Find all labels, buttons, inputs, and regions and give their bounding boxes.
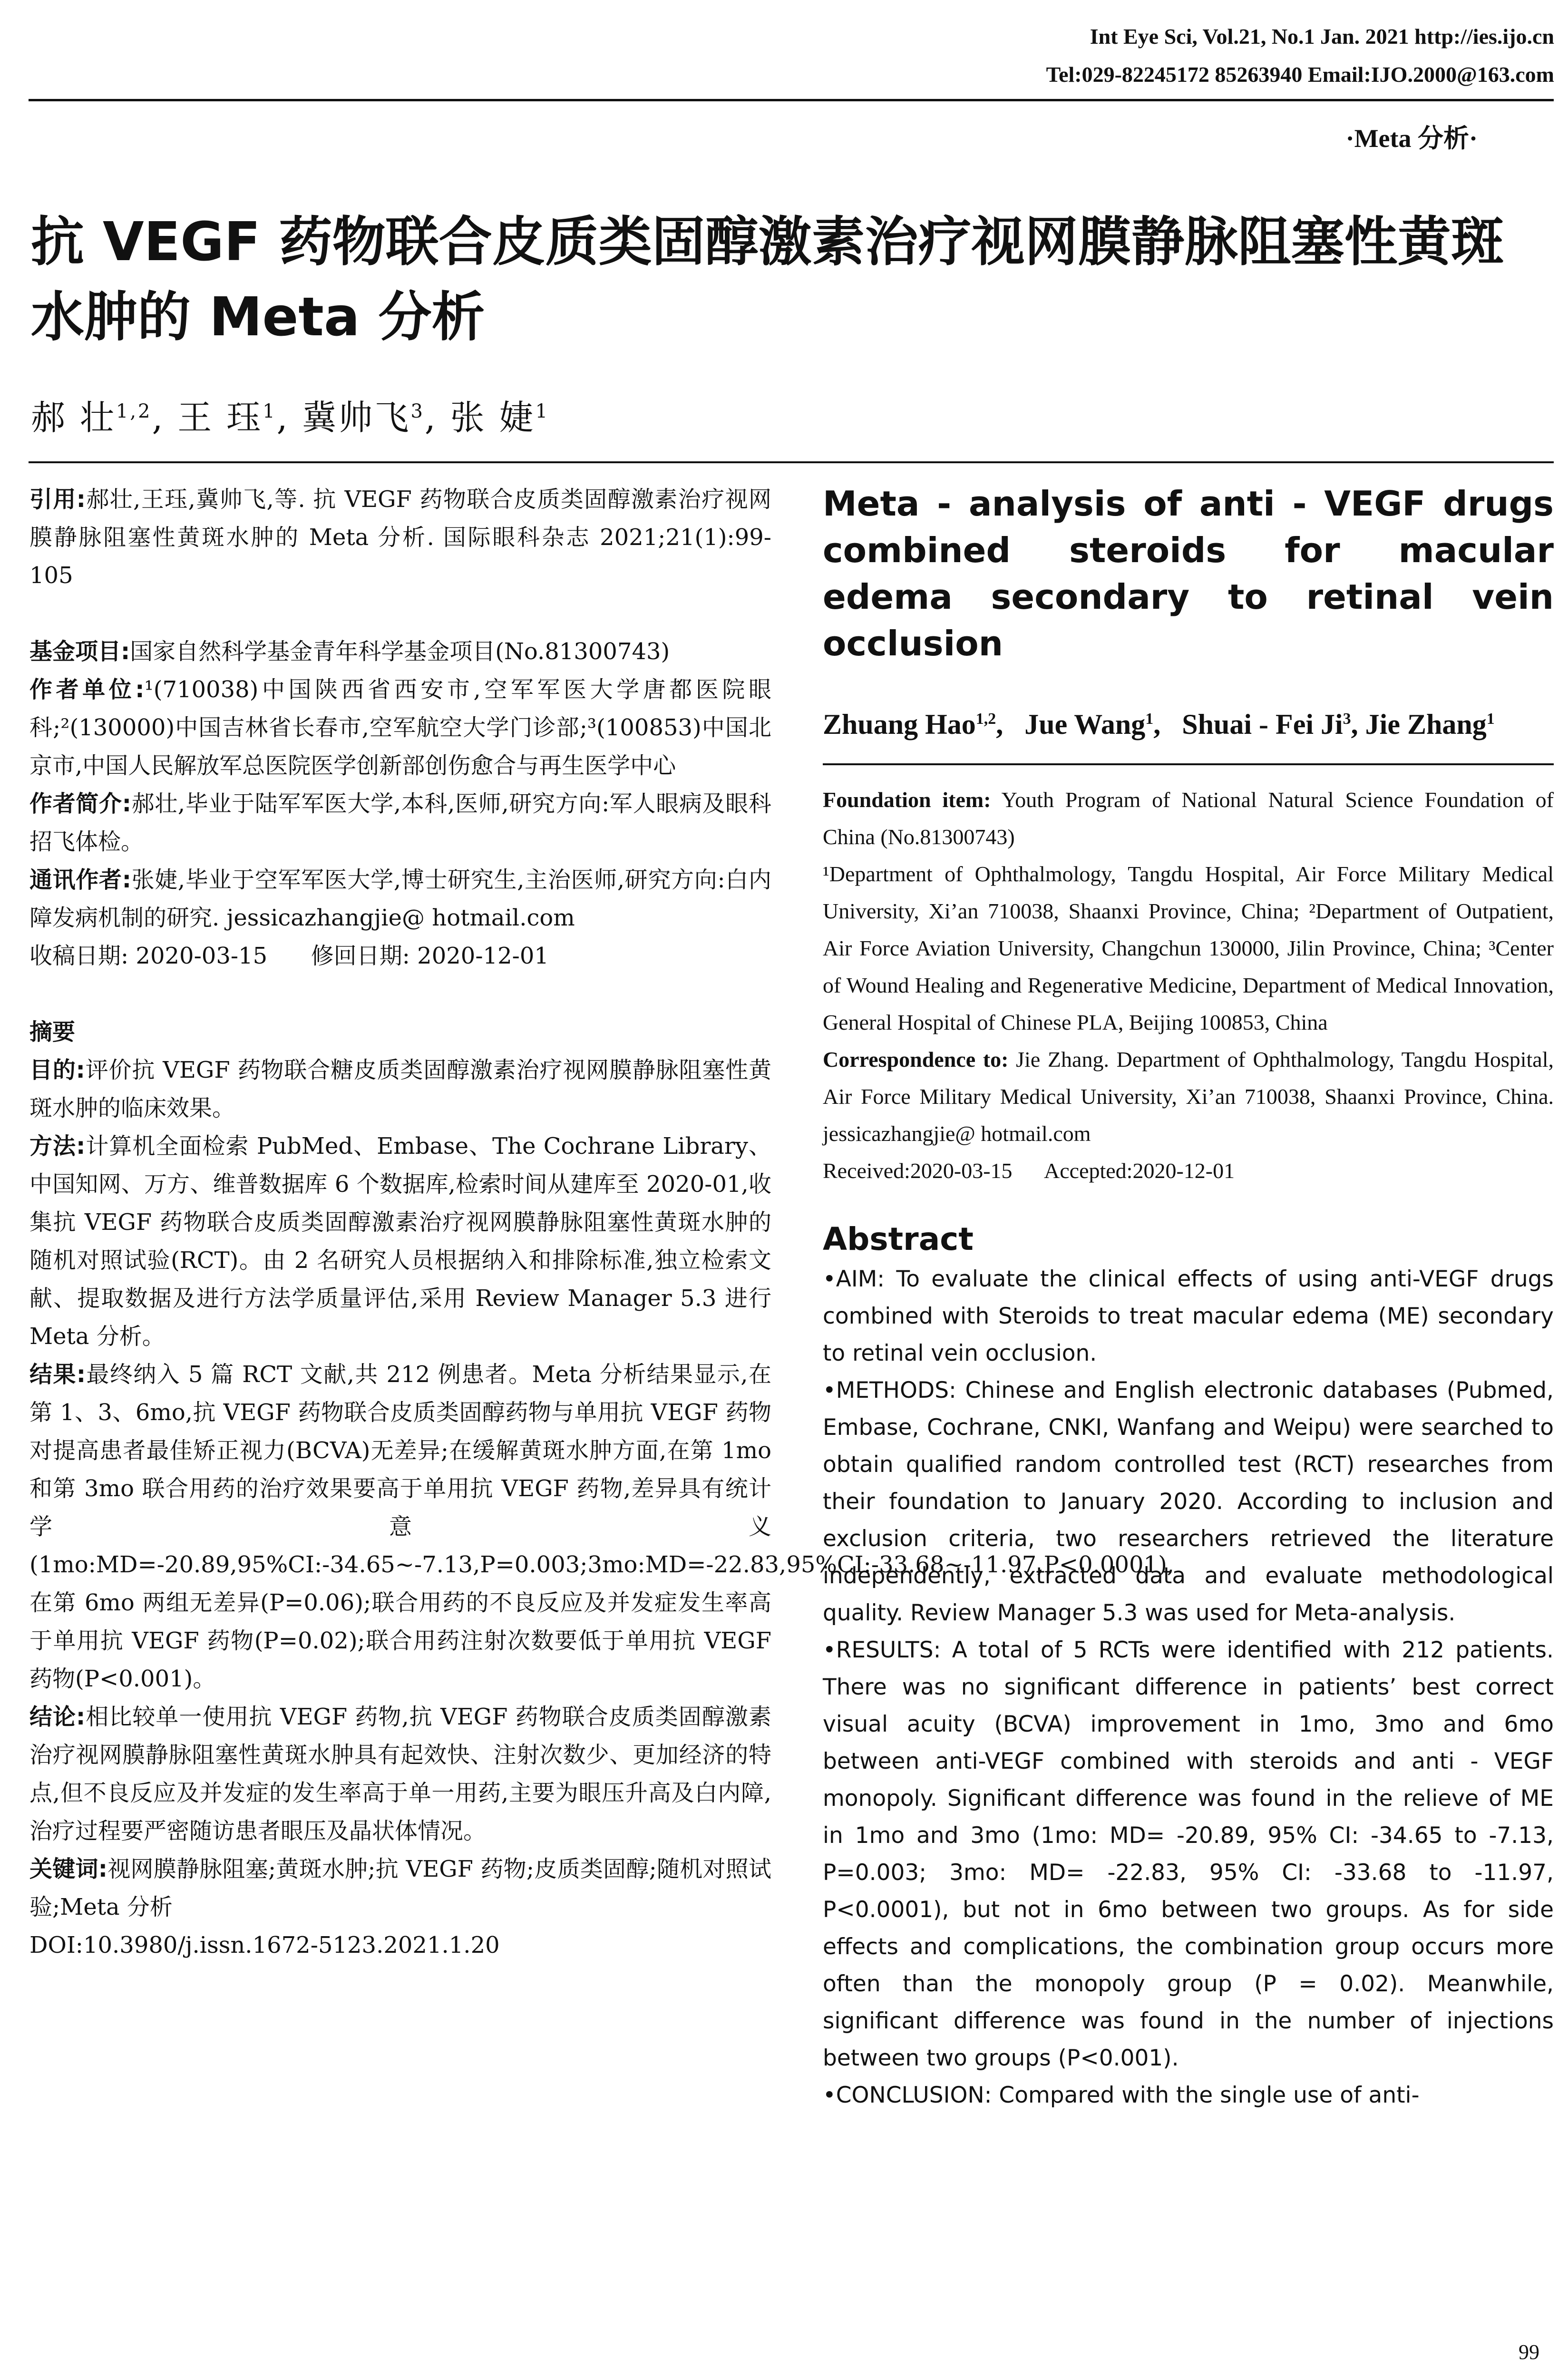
- section-tag: ·Meta 分析·: [1345, 124, 1478, 153]
- results-text: 最终纳入 5 篇 RCT 文献,共 212 例患者。Meta 分析结果显示,在第 1、3、6mo,抗 VEGF 药物联合皮质类固醇药物与单用抗 VEGF 药物对提高患者最佳矫正视力(BCVA)无差异;在缓解黄斑水肿方面,在第 1mo 和第 3mo 联合用药的治疗效果要高于单用抗 VEGF 药物,差异具有统计学意义(1mo:MD=-20.89,95%CI:-34.65~-7.13,P=0.003;3mo:MD=-22.83,95%CI:-33.68~-11.97,P<0.0001),在第 6mo 两组无差异(P=0.06);联合用药的不良反应及并发症发生率高于单用抗 VEGF 药物(P=0.02);联合用药注射次数要低于单用抗 VEGF 药物(P<0.001)。: [29, 1361, 1175, 1692]
- author-name-en: Jie Zhang: [1365, 709, 1487, 740]
- results-en: •RESULTS: A total of 5 RCTs were identified with 212 patients. There was no significant difference in patients’ best correct visual acuity (BCVA) improvement in 1mo, 3mo and 6mo between anti-VEGF combined with steroids and anti - VEGF monopoly. Significant difference was found in the relieve of ME in 1mo and 3mo (1mo: MD= -20.89, 95% CI: -34.65 to -7.13, P=0.003; 3mo: MD= -22.83, 95% CI: -33.68 to -11.97, P<0.0001), but not in 6mo between two groups. As for side effects and complications, the combination group occurs more often than the monopoly group (P = 0.02). Meanwhile, significant difference was found in the number of injections between two groups (P<0.001).: [823, 1637, 1554, 2071]
- author-name-en: Zhuang Hao: [823, 709, 976, 740]
- abstract-en: [823, 1261, 1554, 2114]
- author-name-en: Shuai - Fei Ji: [1182, 709, 1343, 740]
- author-name: 张 婕: [450, 398, 536, 438]
- fund: [29, 633, 771, 671]
- fund-text: 国家自然科学基金青年科学基金项目(No.81300743): [130, 638, 670, 665]
- author-name: 冀帅飞: [302, 398, 411, 438]
- methods-label: 方法:: [29, 1133, 86, 1159]
- keywords-cn: [29, 1850, 771, 1926]
- article-title-en: Meta - analysis of anti - VEGF drugs combined steroids for macular edema secondary to retinal vein occlusion: [823, 484, 1554, 663]
- dates-cn: 收稿日期: 2020-03-15 修回日期: 2020-12-01: [29, 943, 549, 969]
- fund-label: 基金项目:: [29, 638, 130, 665]
- doi: DOI:10.3980/j.issn.1672-5123.2021.1.20: [29, 1932, 500, 1958]
- right-column: [823, 480, 1554, 2114]
- citation-label: 引用:: [29, 486, 86, 513]
- foundation-text: Youth Program of National Natural Science Foundation of China (No.81300743): [823, 788, 1554, 849]
- abstract-heading-en: Abstract: [823, 1221, 974, 1257]
- article-title-cn: 抗 VEGF 药物联合皮质类固醇激素治疗视网膜静脉阻塞性黄斑水肿的 Meta 分析: [31, 211, 1504, 348]
- affiliations-en: ¹Department of Ophthalmology, Tangdu Hospital, Air Force Military Medical University, Xi’an 710038, Shaanxi Province, China; ²Department of Outpatient, Air Force Aviation University, Changchun 130000, Jilin Province, China; ³Center of Wound Healing and Regenerative Medicine, Department of Medical Innovation, General Hospital of Chinese PLA, Beijing 100853, China: [823, 862, 1554, 1034]
- bio-text: 郝壮,毕业于陆军军医大学,本科,医师,研究方向:军人眼病及眼科招飞体检。: [29, 790, 771, 855]
- author-affil: 1: [535, 400, 550, 422]
- corr-label: 通讯作者:: [29, 867, 131, 893]
- foundation-label: Foundation item:: [823, 788, 991, 812]
- methods-text: 计算机全面检索 PubMed、Embase、The Cochrane Library、中国知网、万方、维普数据库 6 个数据库,检索时间从建库至 2020-01,收集抗 VEGF 药物联合皮质类固醇激素治疗视网膜静脉阻塞性黄斑水肿的随机对照试验(RCT)。由 2 名研究人员根据纳入和排除标准,独立检索文献、提取数据及进行方法学质量评估,采用 Review Manager 5.3 进行 Meta 分析。: [29, 1133, 772, 1350]
- keywords-text: 视网膜静脉阻塞;黄斑水肿;抗 VEGF 药物;皮质类固醇;随机对照试验;Meta 分析: [29, 1856, 771, 1920]
- corresponding-author: [29, 861, 771, 937]
- aim-text: 评价抗 VEGF 药物联合糖皮质类固醇激素治疗视网膜静脉阻塞性黄斑水肿的临床效果。: [29, 1057, 771, 1121]
- corr-text: 张婕,毕业于空军军医大学,博士研究生,主治医师,研究方向:白内障发病机制的研究. jessicazhangjie@ hotmail.com: [29, 867, 771, 931]
- conclusion-cn: [29, 1698, 771, 1850]
- author-affil-en: 1,2: [975, 710, 996, 728]
- aim-en: •AIM: To evaluate the clinical effects of using anti-VEGF drugs combined with Steroids to treat macular edema (ME) secondary to retinal vein occlusion.: [823, 1266, 1554, 1366]
- results-label: 结果:: [29, 1361, 86, 1388]
- journal-header-line2: Tel:029-82245172 85263940 Email:IJO.2000@163.com: [1046, 62, 1554, 87]
- aim-label: 目的:: [29, 1057, 85, 1083]
- unit: [29, 671, 771, 785]
- unit-text: ¹(710038)中国陕西省西安市,空军军医大学唐都医院眼科;²(130000)中国吉林省长春市,空军航空大学门诊部;³(100853)中国北京市,中国人民解放军总医院医学创新部创伤愈合与再生医学中心: [29, 676, 771, 779]
- methods-en: •METHODS: Chinese and English electronic databases (Pubmed, Embase, Cochrane, CNKI, Wanfang and Weipu) were searched to obtain qualified random controlled test (RCT) researches from their foundation to January 2020. According to inclusion and exclusion criteria, two researchers retrieved the literature independently, extracted data and evaluate methodological quality. Review Manager 5.3 was used for Meta-analysis.: [823, 1377, 1554, 1626]
- bio: [29, 785, 771, 861]
- authors-cn: 郝 壮$^{1,2}$, 王 珏$^1$, 冀帅飞$^3$, 张 婕$^1$: [31, 398, 550, 438]
- journal-header-line1: Int Eye Sci, Vol.21, No.1 Jan. 2021 http://ies.ijo.cn: [1090, 24, 1554, 49]
- author-name: 郝 壮: [31, 398, 116, 438]
- header-rule: [29, 99, 1554, 101]
- author-affil-en: 1: [1145, 710, 1154, 728]
- aim-cn: [29, 1051, 771, 1127]
- bio-label: 作者简介:: [29, 790, 131, 817]
- citation-text: 郝壮,王珏,冀帅飞,等. 抗 VEGF 药物联合皮质类固醇激素治疗视网膜静脉阻塞性黄斑水肿的 Meta 分析. 国际眼科杂志 2021;21(1):99-105: [29, 486, 771, 589]
- title-rule: [29, 461, 1554, 463]
- correspondence-label: Correspondence to:: [823, 1047, 1009, 1072]
- foundation: [823, 781, 1554, 856]
- authors-en: Zhuang Hao$^{1,2}$, Jue Wang$^1$, Shuai - Fei Ji$^3$, Jie Zhang$^1$: [823, 709, 1495, 740]
- foundation-block: [823, 781, 1554, 1189]
- author-affil-en: 1: [1486, 710, 1495, 728]
- authors-rule: [823, 763, 1554, 765]
- unit-label: 作者单位:: [29, 676, 145, 703]
- results-cn: [29, 1355, 1175, 1698]
- correspondence-en: [823, 1041, 1554, 1152]
- dates-en: Received:2020-03-15 Accepted:2020-12-01: [823, 1159, 1235, 1183]
- page-number: 99: [1519, 2340, 1539, 2364]
- author-affil: 1: [263, 400, 277, 422]
- methods-cn: [29, 1127, 771, 1355]
- author-name-en: Jue Wang: [1024, 709, 1146, 740]
- keywords-label: 关键词:: [29, 1856, 107, 1882]
- citation: [29, 480, 771, 594]
- author-affil: 3: [410, 400, 425, 422]
- conclusion-label: 结论:: [29, 1704, 86, 1730]
- author-affil-en: 3: [1343, 710, 1351, 728]
- author-affil: 1,2: [116, 400, 152, 422]
- correspondence-text: Jie Zhang. Department of Ophthalmology, Tangdu Hospital, Air Force Military Medical University, Xi’an 710038, Shaanxi Province, China. jessicazhangjie@ hotmail.com: [823, 1047, 1554, 1146]
- abstract-label-cn: 摘要: [29, 1019, 76, 1045]
- conclusion-en: •CONCLUSION: Compared with the single use of anti-: [823, 2082, 1420, 2108]
- author-name: 王 珏: [177, 398, 263, 438]
- conclusion-text: 相比较单一使用抗 VEGF 药物,抗 VEGF 药物联合皮质类固醇激素治疗视网膜静脉阻塞性黄斑水肿具有起效快、注射次数少、更加经济的特点,但不良反应及并发症的发生率高于单一用药,主要为眼压升高及白内障,治疗过程要严密随访患者眼压及晶状体情况。: [29, 1704, 772, 1844]
